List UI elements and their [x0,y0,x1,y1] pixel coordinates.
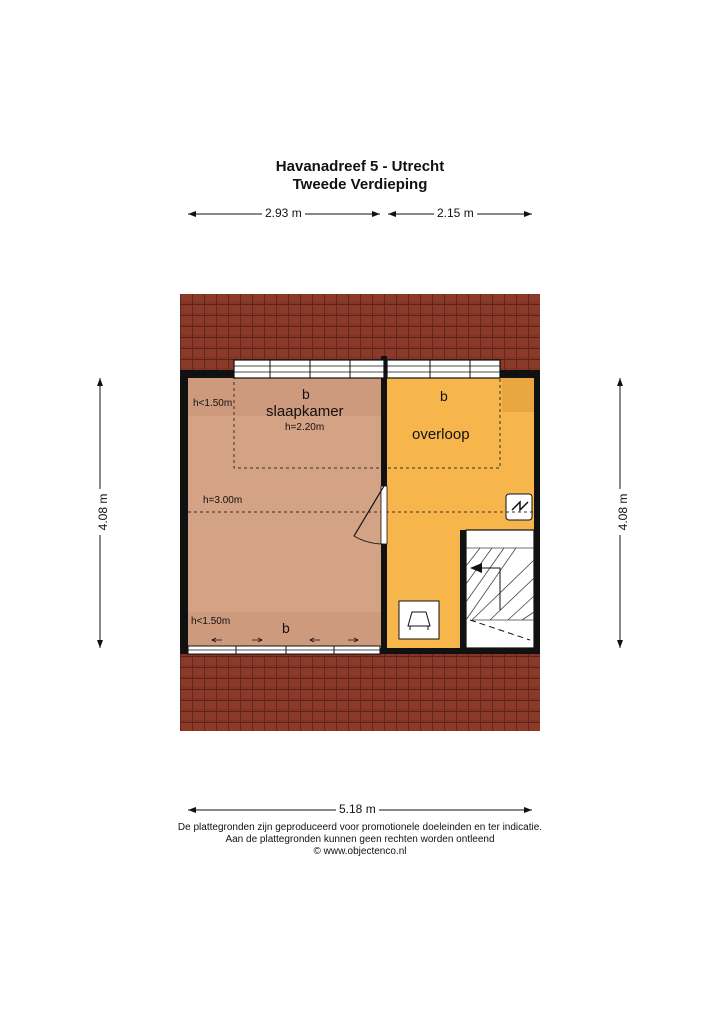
dim-top-right: 2.15 m [434,206,477,220]
landing-name: overloop [412,426,470,443]
dim-left: 4.08 m [96,489,110,535]
bedroom-ridge-label: h=3.00m [203,495,243,506]
landing-low-strip [502,378,534,412]
landing-marker: b [440,388,448,404]
dim-bottom: 5.18 m [336,802,379,816]
dim-top-left: 2.93 m [262,206,305,220]
bedroom-name: slaapkamer [266,403,344,420]
dim-right: 4.08 m [616,489,630,535]
bedroom-low-label-top: h<1.50m [193,398,233,409]
bedroom-marker-bottom: b [282,620,290,636]
dormer-window-top [234,360,500,378]
floor-name: Tweede Verdieping [292,176,428,193]
bedroom-marker-top: b [302,386,310,402]
bedroom-height: h=2.20m [285,422,325,433]
property-address: Havanadreef 5 - Utrecht [275,158,445,175]
disclaimer-line-1: De plattegronden zijn geproduceerd voor promotionele doeleinden en ter indicatie. [177,822,543,833]
stool-icon [399,601,439,639]
copyright-line: © www.objectenco.nl [313,846,407,857]
staircase [466,530,534,648]
heater-icon [506,494,532,520]
bedroom-low-label-bottom: h<1.50m [191,616,231,627]
disclaimer-line-2: Aan de plattegronden kunnen geen rechten worden ontleend [225,834,495,845]
